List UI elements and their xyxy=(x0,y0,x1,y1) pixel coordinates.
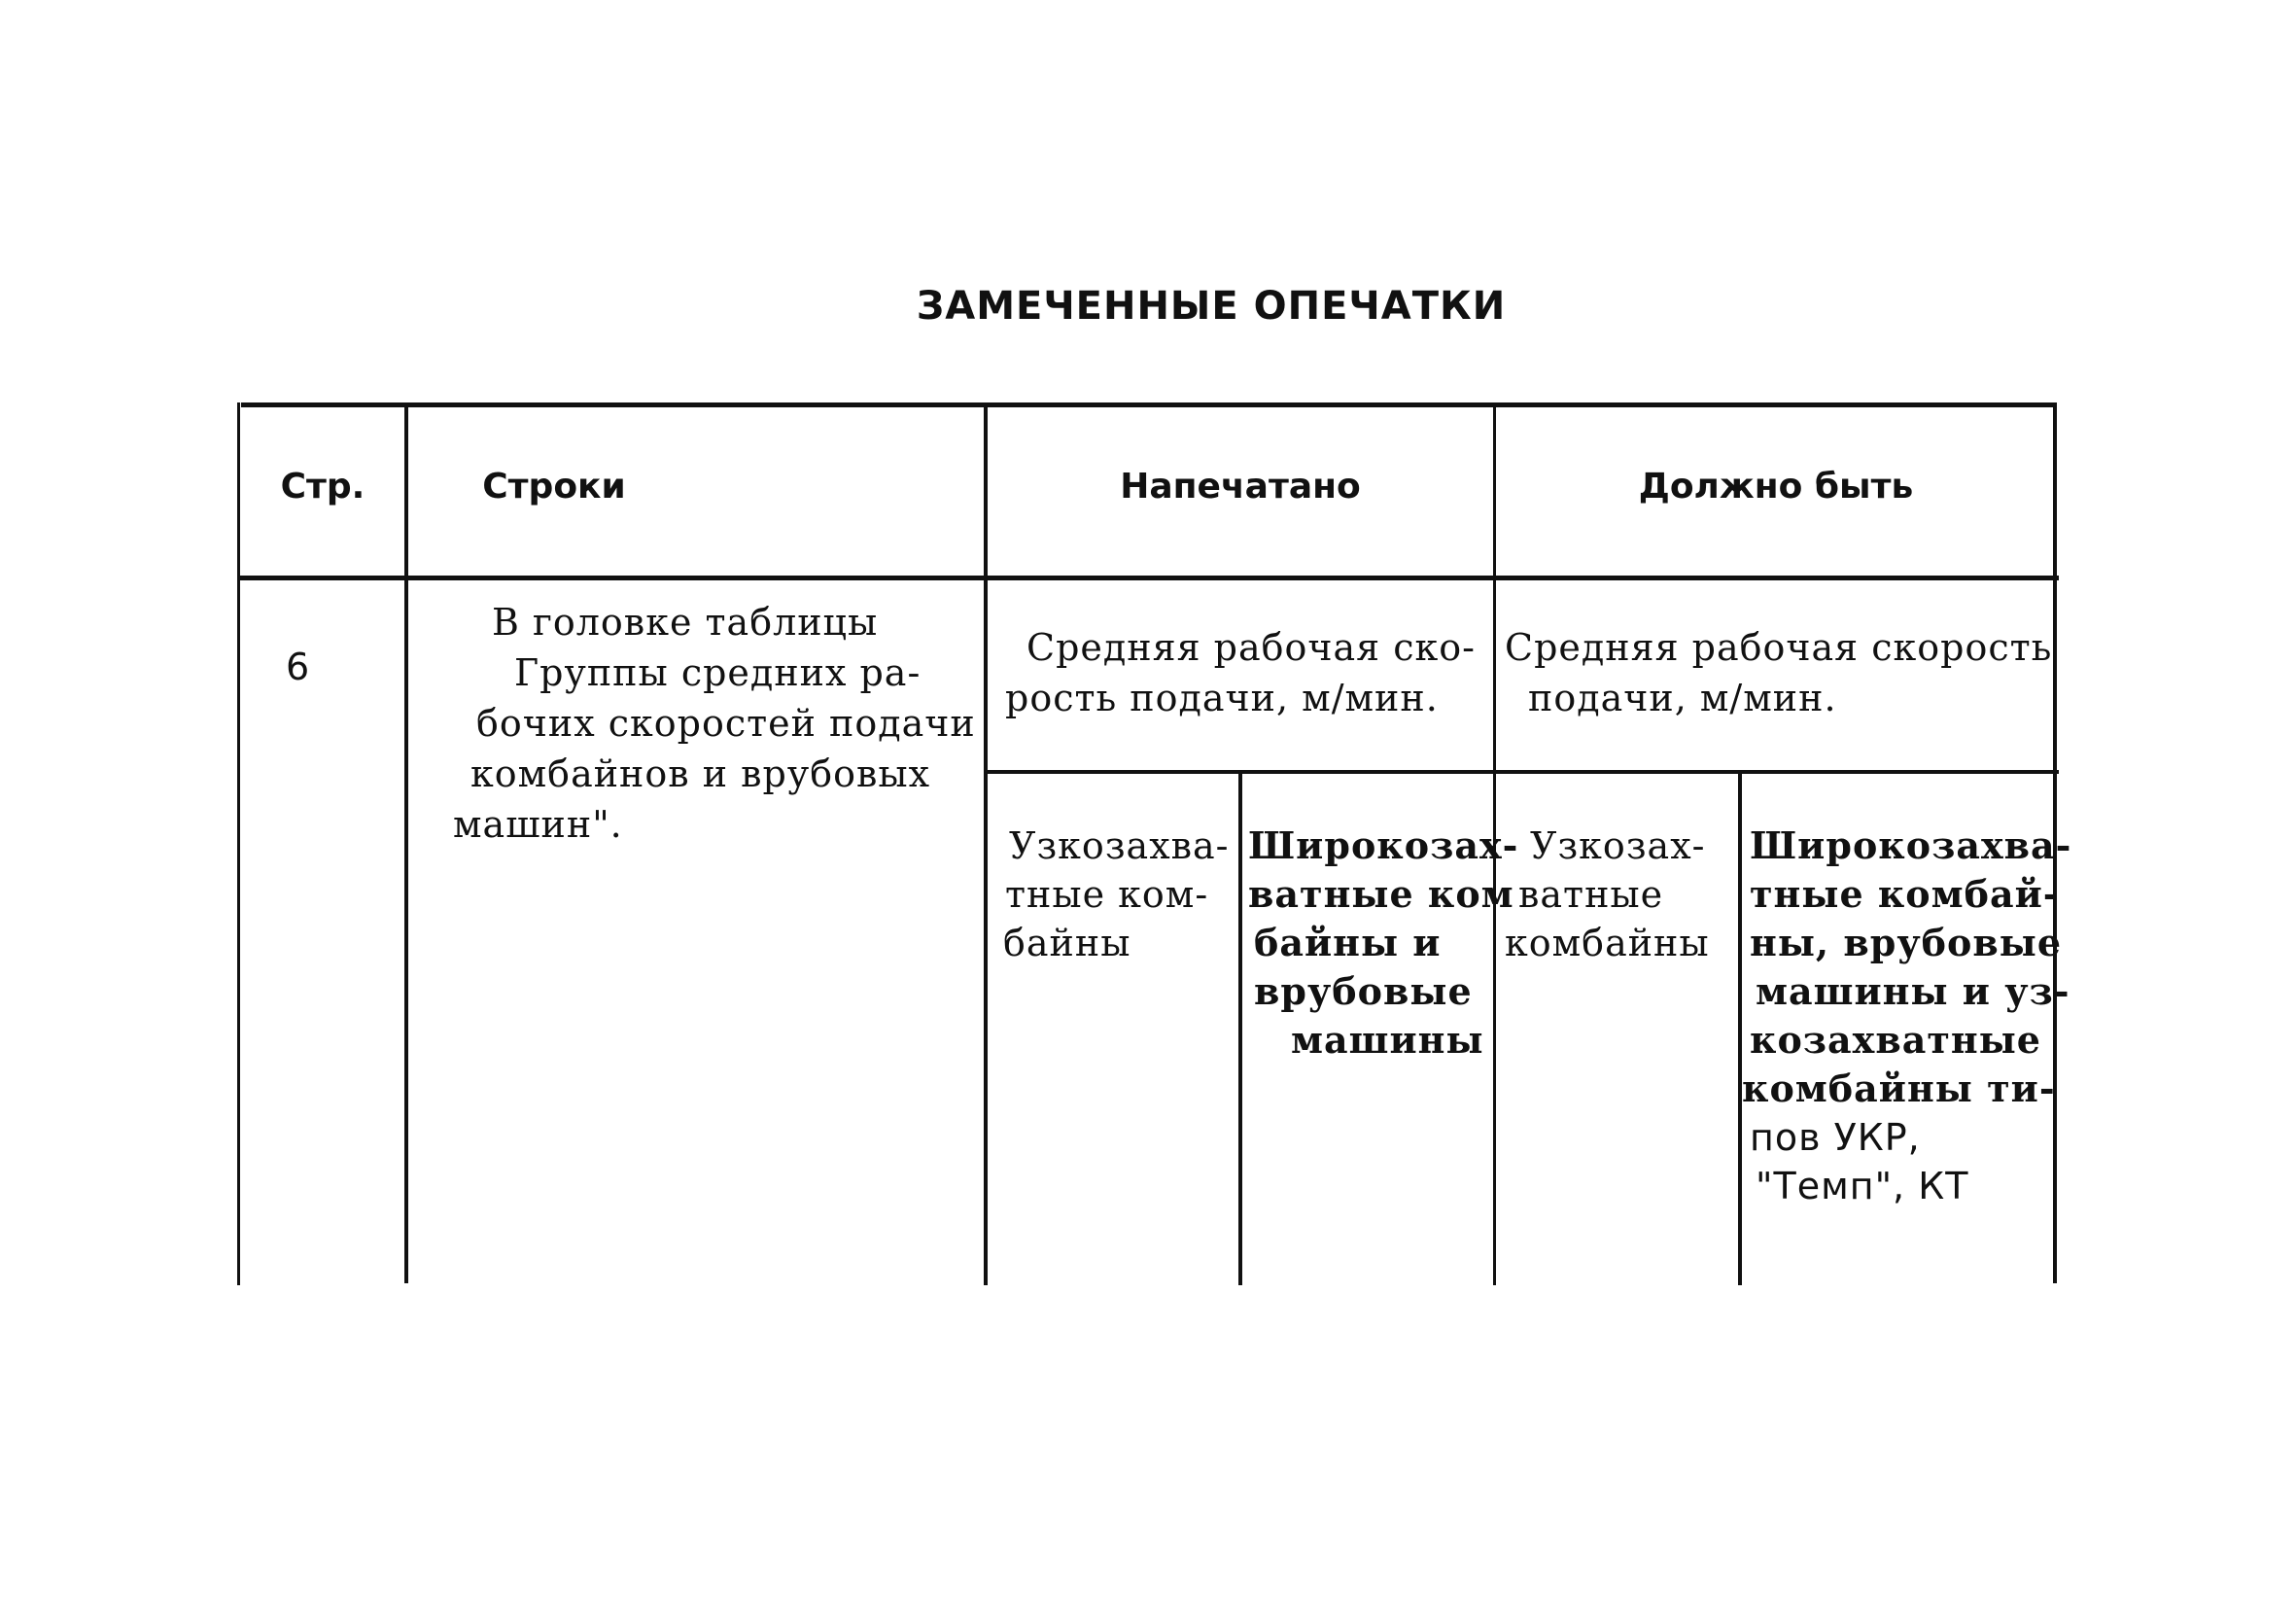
row-page-number: 6 xyxy=(286,646,311,688)
header-lines: Строки xyxy=(482,467,626,507)
should-sub-right-line-1: Широкозахва- xyxy=(1750,823,2072,867)
should-sub-left-line-1: Узкозах- xyxy=(1530,824,1706,867)
col-divider-sub-should xyxy=(1738,772,1742,1285)
header-should-be: Должно быть xyxy=(1638,467,1914,507)
printed-sub-left-line-2: тные ком- xyxy=(1005,873,1209,916)
col-divider-1 xyxy=(404,402,408,1283)
should-sub-left-line-2: ватные xyxy=(1518,873,1664,916)
lines-line-2: Группы средних ра- xyxy=(514,651,922,694)
should-sub-right-line-7: пов УКР, xyxy=(1750,1116,1921,1159)
lines-line-4: комбайнов и врубовых xyxy=(470,752,931,795)
table-left-border xyxy=(237,402,240,1285)
col-divider-2 xyxy=(984,402,988,1285)
printed-main-line-1: Средняя рабочая ско- xyxy=(1026,626,1476,669)
lines-line-5: машин". xyxy=(453,803,623,846)
subheader-divider xyxy=(986,770,2059,774)
printed-sub-right-line-3: байны и xyxy=(1254,921,1442,964)
col-divider-sub-printed xyxy=(1238,772,1242,1285)
lines-line-3: бочих скоростей подачи xyxy=(476,702,976,745)
header-bottom-border xyxy=(237,576,2059,580)
printed-sub-left-line-3: байны xyxy=(1003,922,1131,964)
page-title: ЗАМЕЧЕННЫЕ ОПЕЧАТКИ xyxy=(916,284,1507,329)
printed-sub-right-line-5: машины xyxy=(1291,1018,1484,1062)
printed-sub-right-line-2: ватные ком xyxy=(1248,872,1514,916)
printed-sub-right-line-1: Широкозах- xyxy=(1248,823,1519,867)
should-sub-right-line-6: комбайны ти- xyxy=(1742,1066,2056,1110)
should-main-line-2: подачи, м/мин. xyxy=(1528,677,1837,719)
lines-line-1: В головке таблицы xyxy=(492,601,879,644)
should-sub-left-line-3: комбайны xyxy=(1505,922,1710,964)
printed-sub-left-line-1: Узкозахва- xyxy=(1009,824,1230,867)
should-sub-right-line-2: тные комбай- xyxy=(1750,872,2060,916)
errata-table xyxy=(237,402,2072,1285)
header-printed: Напечатано xyxy=(1120,467,1361,507)
should-sub-right-line-5: козахватные xyxy=(1750,1018,2041,1062)
should-main-line-1: Средняя рабочая скорость xyxy=(1505,626,2053,669)
should-sub-right-line-3: ны, врубовые xyxy=(1750,921,2063,964)
should-sub-right-line-4: машины и уз- xyxy=(1756,969,2070,1013)
printed-main-line-2: рость подачи, м/мин. xyxy=(1005,677,1439,719)
header-page: Стр. xyxy=(280,467,365,507)
printed-sub-right-line-4: врубовые xyxy=(1254,969,1473,1013)
should-sub-right-line-8: "Темп", КТ xyxy=(1756,1165,1969,1207)
table-top-border xyxy=(241,402,2055,407)
